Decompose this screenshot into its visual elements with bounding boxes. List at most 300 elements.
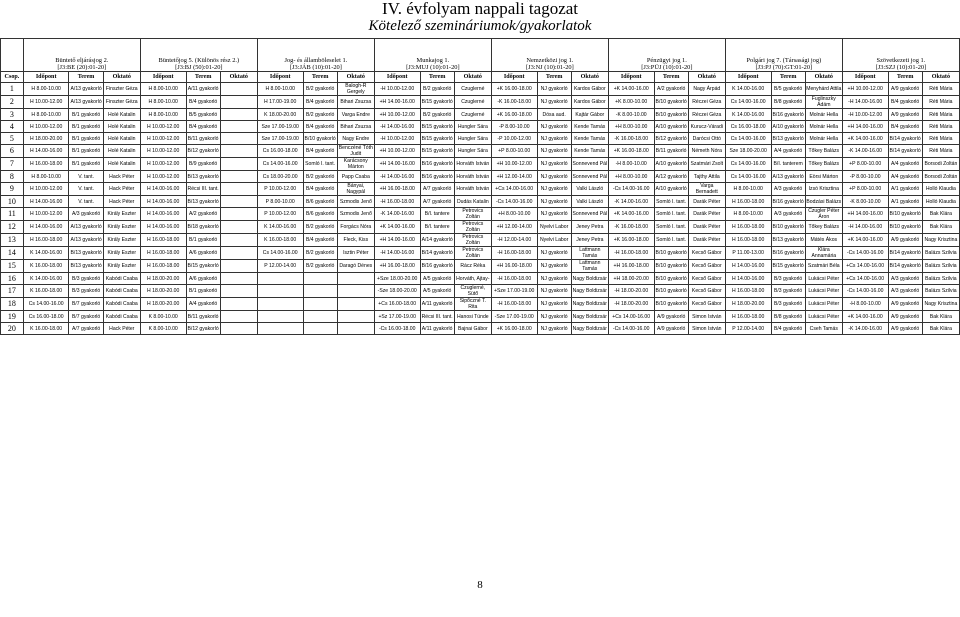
teacher-cell: Király Eszter — [103, 221, 140, 234]
schedule-body — [1, 83, 960, 335]
teacher-cell: Tőkey Balázs — [805, 221, 842, 234]
room-cell: B/10 gyakorló — [654, 285, 688, 298]
teacher-cell: Kecső Gábor — [688, 247, 725, 260]
time-cell: H 14.00-16.00 — [23, 196, 69, 208]
time-cell: H 14.00-16.00 — [23, 145, 69, 158]
room-cell: B/14 gyakorló — [888, 260, 922, 273]
time-cell: -K 16.00-18.00 — [608, 133, 654, 145]
time-cell: +H 8.00-10.00 — [491, 208, 537, 221]
time-cell: K 16.00-18.00 — [23, 260, 69, 273]
time-cell: -K 8.00-10.00 — [842, 196, 888, 208]
time-cell: -K 14.00-16.00 — [842, 323, 888, 335]
time-cell: +H 10.00-12.00 — [374, 145, 420, 158]
room-cell: B/16 gyakorló — [771, 109, 805, 121]
time-cell: +K 14.00-16.00 — [374, 221, 420, 234]
teacher-cell: Balázs Szilvia — [922, 260, 959, 273]
time-cell: +H 18.00-20.00 — [608, 273, 654, 285]
teacher-cell: Tajthy Attila — [688, 171, 725, 183]
room-cell: B/10 gyakorló — [654, 247, 688, 260]
room-cell: V. tant. — [69, 171, 103, 183]
room-cell: Somló I. tant. — [654, 221, 688, 234]
teacher-cell: Czuglerné — [454, 109, 491, 121]
teacher-cell: Nagy Endre — [337, 133, 374, 145]
time-cell: -H 16.00-18.00 — [491, 273, 537, 285]
time-cell: H 16.00-18.00 — [725, 285, 771, 298]
teacher-cell: Darák Péter — [688, 196, 725, 208]
time-cell: +H 10.00-12.00 — [842, 83, 888, 96]
room-cell: A/7 gyakorló — [420, 183, 454, 196]
teacher-cell — [220, 133, 257, 145]
room-cell: B/6 gyakorló — [303, 208, 337, 221]
teacher-cell: Király Eszter — [103, 260, 140, 273]
teacher-cell: Kende Tamás — [571, 133, 608, 145]
time-cell: K 16.00-18.00 — [257, 234, 303, 247]
column-header: Terem — [69, 72, 103, 83]
room-cell: B/1 gyakorló — [69, 145, 103, 158]
room-cell: A/6 gyakorló — [186, 247, 220, 260]
room-cell: Somló I. tant. — [654, 196, 688, 208]
room-cell: B/1 gyakorló — [69, 109, 103, 121]
room-cell: B/15 gyakorló — [186, 260, 220, 273]
teacher-cell: Cseh Tamás — [805, 323, 842, 335]
course-header — [140, 39, 257, 72]
time-cell: H 14.00-16.00 — [725, 273, 771, 285]
time-cell: H 10.00-12.00 — [140, 133, 186, 145]
teacher-cell: Hack Péter — [103, 323, 140, 335]
group-number: 10 — [1, 196, 24, 208]
time-cell: Cs 14.00-16.00 — [257, 158, 303, 171]
room-cell: A/11 gyakorló — [186, 83, 220, 96]
time-cell: +K 14.00-16.00 — [608, 83, 654, 96]
teacher-cell: Karácsony Márton — [337, 158, 374, 171]
room-cell: A/14 gyakorló — [420, 234, 454, 247]
teacher-cell: Király Eszter — [103, 247, 140, 260]
room-cell: Dósa aud. — [537, 109, 571, 121]
teacher-cell: Lukácsi Péter — [805, 298, 842, 311]
teacher-cell — [220, 96, 257, 109]
room-cell: A/9 gyakorló — [888, 109, 922, 121]
teacher-cell: Molnár Hella — [805, 109, 842, 121]
room-cell — [303, 285, 337, 298]
teacher-cell: Nagy Boldizsár — [571, 298, 608, 311]
column-header: Oktató — [805, 72, 842, 83]
time-cell: Cs 16.00-18.00 — [257, 145, 303, 158]
column-header: Terem — [420, 72, 454, 83]
room-cell: A/9 gyakorló — [888, 323, 922, 335]
room-cell: NJ gyakorló — [537, 208, 571, 221]
time-cell: -Cs 16.00-18.00 — [374, 323, 420, 335]
time-cell: -H 14.00-16.00 — [842, 96, 888, 109]
teacher-cell — [337, 311, 374, 323]
teacher-cell: Kecső Gábor — [688, 298, 725, 311]
teacher-cell — [337, 298, 374, 311]
time-cell — [257, 285, 303, 298]
teacher-cell: Hanosi Tünde — [454, 311, 491, 323]
time-cell: Cs 16.00-18.00 — [23, 311, 69, 323]
teacher-cell: Hack Péter — [103, 183, 140, 196]
teacher-cell: Réti Mária — [922, 109, 959, 121]
teacher-cell: Bak Klára — [922, 221, 959, 234]
time-cell: +K 14.00-16.00 — [842, 133, 888, 145]
room-cell: A/1 gyakorló — [888, 196, 922, 208]
room-cell: B/2 gyakorló — [303, 221, 337, 234]
room-cell: A/9 gyakorló — [654, 311, 688, 323]
time-cell: +P 8.00-10.00 — [491, 145, 537, 158]
time-cell: +Cs 16.00-18.00 — [374, 298, 420, 311]
room-cell: B/16 gyakorló — [420, 260, 454, 273]
room-cell: B/10 gyakorló — [888, 208, 922, 221]
time-cell: H 16.00-18.00 — [725, 234, 771, 247]
group-number: 12 — [1, 221, 24, 234]
column-header: Időpont — [842, 72, 888, 83]
room-cell: B/8 gyakorló — [771, 311, 805, 323]
teacher-cell: Balázs Szilvia — [922, 285, 959, 298]
teacher-cell — [220, 273, 257, 285]
time-cell: H 8.00-10.00 — [23, 171, 69, 183]
teacher-cell: Sonnevend Pál — [571, 208, 608, 221]
time-cell — [257, 273, 303, 285]
time-cell: +Cs 14.00-16.00 — [491, 183, 537, 196]
teacher-cell — [220, 196, 257, 208]
teacher-cell — [220, 285, 257, 298]
teacher-cell: Darák Péter — [688, 208, 725, 221]
group-header: Csop. — [1, 72, 24, 83]
group-number: 1 — [1, 83, 24, 96]
column-header: Oktató — [922, 72, 959, 83]
room-cell: Nyelvi Labor — [537, 234, 571, 247]
time-cell: +H 14.00-16.00 — [374, 96, 420, 109]
time-cell: +H 10.00-12.00 — [374, 109, 420, 121]
room-cell: NJ gyakorló — [537, 298, 571, 311]
time-cell: -Cs 14.00-16.00 — [842, 285, 888, 298]
time-cell: P 10.00-12.00 — [257, 183, 303, 196]
room-cell: B/13 gyakorló — [771, 234, 805, 247]
course-name: Pénzügyi jog 1. — [646, 57, 687, 64]
room-cell: B/11 gyakorló — [186, 133, 220, 145]
teacher-cell — [220, 234, 257, 247]
room-cell — [303, 298, 337, 311]
time-cell: H 8.00-10.00 — [725, 183, 771, 196]
room-cell: B/13 gyakorló — [186, 171, 220, 183]
teacher-cell: Bajnai Gábor — [454, 323, 491, 335]
room-cell: B/4 gyakorló — [186, 121, 220, 133]
course-code: [J3:BE (20):01-20] — [57, 64, 107, 71]
time-cell: +P 8.00-10.00 — [842, 183, 888, 196]
teacher-cell: Sonnevend Pál — [571, 171, 608, 183]
schedule-table — [0, 38, 960, 335]
time-cell: H 16.00-18.00 — [725, 196, 771, 208]
teacher-cell: Jeney Petra — [571, 234, 608, 247]
time-cell: H 18.00-20.00 — [140, 298, 186, 311]
time-cell: K 8.00-10.00 — [140, 323, 186, 335]
time-cell: H 10.00-12.00 — [140, 171, 186, 183]
room-cell: A/13 gyakorló — [69, 234, 103, 247]
group-number: 7 — [1, 158, 24, 171]
room-cell: A/10 gyakorló — [654, 121, 688, 133]
time-cell: +H 10.00-12.00 — [491, 158, 537, 171]
room-cell: B/14 gyakorló — [888, 133, 922, 145]
time-cell: +K 16.00-18.00 — [608, 145, 654, 158]
time-cell: +Cs 14.00-16.00 — [608, 311, 654, 323]
teacher-cell: Lukácsi Péter — [805, 273, 842, 285]
teacher-cell: Fuglinszky Ádám — [805, 96, 842, 109]
room-cell: NJ gyakorló — [537, 121, 571, 133]
teacher-cell: Lattmann Tamás — [571, 260, 608, 273]
time-cell: -K 14.00-16.00 — [374, 208, 420, 221]
page-number: 8 — [477, 579, 483, 591]
group-number: 17 — [1, 285, 24, 298]
teacher-cell: Petrovics Zoltán — [454, 234, 491, 247]
column-header: Terem — [537, 72, 571, 83]
room-cell: V. tant. — [69, 183, 103, 196]
room-cell: B/15 gyakorló — [771, 260, 805, 273]
time-cell: P 12.00-14.00 — [725, 323, 771, 335]
teacher-cell: Darák Péter — [688, 234, 725, 247]
teacher-cell: Holé Katalin — [103, 121, 140, 133]
teacher-cell: Mátés Ákos — [805, 234, 842, 247]
teacher-cell: Kabódi Csaba — [103, 273, 140, 285]
room-cell: A/5 gyakorló — [420, 285, 454, 298]
column-header: Terem — [888, 72, 922, 83]
room-cell: B/15 gyakorló — [420, 121, 454, 133]
teacher-cell: Holló Klaudia — [922, 196, 959, 208]
group-number: 16 — [1, 273, 24, 285]
room-cell: Somló I. tant. — [654, 208, 688, 221]
course-name: Büntető eljárásjog 2. — [55, 57, 109, 64]
room-cell: B/I. tantere — [420, 208, 454, 221]
time-cell: H 10.00-12.00 — [23, 183, 69, 196]
time-cell: H 18.00-20.00 — [140, 285, 186, 298]
teacher-cell: Czugler Péter Áron — [805, 208, 842, 221]
time-cell: -Cs 14.00-16.00 — [608, 183, 654, 196]
teacher-cell: Izsó Krisztina — [805, 183, 842, 196]
time-cell: -P 10.00-12.00 — [491, 133, 537, 145]
room-cell: B/10 gyakorló — [654, 260, 688, 273]
room-cell: B/13 gyakorló — [186, 196, 220, 208]
teacher-cell: Kabódi Csaba — [103, 298, 140, 311]
teacher-cell: Kecső Gábor — [688, 273, 725, 285]
teacher-cell: Kecső Gábor — [688, 285, 725, 298]
room-cell: B/18 gyakorló — [186, 221, 220, 234]
teacher-cell: Kardos Gábor — [571, 83, 608, 96]
room-cell: NJ gyakorló — [537, 183, 571, 196]
room-cell: A/7 gyakorló — [420, 196, 454, 208]
time-cell: H 14.00-16.00 — [140, 208, 186, 221]
time-cell — [257, 323, 303, 335]
time-cell: H 18.00-20.00 — [725, 298, 771, 311]
teacher-cell — [220, 311, 257, 323]
room-cell: B/15 gyakorló — [420, 145, 454, 158]
teacher-cell: Czuglerné — [454, 96, 491, 109]
room-cell: Récsi III. tant. — [420, 311, 454, 323]
teacher-cell: Eörsi Márton — [805, 171, 842, 183]
teacher-cell: Szmodis Jenő — [337, 208, 374, 221]
time-cell: -H 8.00-10.00 — [608, 158, 654, 171]
teacher-cell: Nagy Boldizsár — [571, 285, 608, 298]
teacher-cell: Finszter Géza — [103, 83, 140, 96]
teacher-cell: Réczei Géza — [688, 96, 725, 109]
course-header — [257, 39, 374, 72]
time-cell: H 14.00-16.00 — [140, 221, 186, 234]
room-cell: B/5 gyakorló — [186, 109, 220, 121]
room-cell — [303, 311, 337, 323]
room-cell: B/3 gyakorló — [771, 298, 805, 311]
teacher-cell: Dudás Katalin — [454, 196, 491, 208]
teacher-cell — [337, 285, 374, 298]
time-cell: H 10.00-12.00 — [23, 208, 69, 221]
time-cell: H 8.00-10.00 — [23, 109, 69, 121]
time-cell: -H 14.00-16.00 — [374, 171, 420, 183]
time-cell: -H 10.00-12.00 — [374, 133, 420, 145]
time-cell: +K 14.00-16.00 — [608, 208, 654, 221]
teacher-cell: Papp Csaba — [337, 171, 374, 183]
time-cell: -H 18.00-20.00 — [608, 298, 654, 311]
time-cell: +H 8.00-10.00 — [608, 171, 654, 183]
room-cell: NJ gyakorló — [537, 285, 571, 298]
time-cell: +H 14.00-16.00 — [842, 121, 888, 133]
room-cell: B/10 gyakorló — [888, 221, 922, 234]
time-cell: -H 16.00-18.00 — [491, 247, 537, 260]
time-cell: Cs 14.00-16.00 — [23, 298, 69, 311]
course-name: Jog- és államböleselet 1. — [284, 57, 348, 64]
column-header: Terem — [303, 72, 337, 83]
room-cell: B/12 gyakorló — [186, 145, 220, 158]
room-cell: B/I. tantere — [420, 221, 454, 234]
time-cell: -H 14.00-16.00 — [842, 221, 888, 234]
time-cell: -K 16.00-18.00 — [608, 221, 654, 234]
teacher-cell — [220, 158, 257, 171]
column-header: Időpont — [23, 72, 69, 83]
column-header: Terem — [771, 72, 805, 83]
room-cell: B/1 gyakorló — [69, 133, 103, 145]
teacher-cell: Bak Klára — [922, 208, 959, 221]
time-cell: H 14.00-16.00 — [725, 260, 771, 273]
time-cell: -Cs 14.00-16.00 — [842, 247, 888, 260]
room-cell: A/13 gyakorló — [771, 171, 805, 183]
teacher-cell — [220, 121, 257, 133]
room-cell: B/4 gyakorló — [303, 96, 337, 109]
room-cell: B/10 gyakorló — [654, 273, 688, 285]
column-header: Terem — [654, 72, 688, 83]
room-cell: A/12 gyakorló — [654, 171, 688, 183]
column-header: Oktató — [688, 72, 725, 83]
teacher-cell — [220, 208, 257, 221]
room-cell: B/4 gyakorló — [303, 121, 337, 133]
room-cell: NJ gyakorló — [537, 247, 571, 260]
teacher-cell — [220, 183, 257, 196]
teacher-cell: Sonnevend Pál — [571, 158, 608, 171]
time-cell: +K 8.00-10.00 — [608, 96, 654, 109]
column-header: Oktató — [571, 72, 608, 83]
time-cell: +P 8.00-10.00 — [842, 158, 888, 171]
group-number: 5 — [1, 133, 24, 145]
time-cell: +Sze 17.00-19.00 — [491, 285, 537, 298]
time-cell: -H 14.00-16.00 — [374, 247, 420, 260]
time-cell: H 8.00-10.00 — [140, 83, 186, 96]
course-header — [842, 39, 959, 72]
teacher-cell: Nagy Boldizsár — [571, 311, 608, 323]
room-cell: A/7 gyakorló — [69, 323, 103, 335]
room-cell: B/6 gyakorló — [303, 196, 337, 208]
teacher-cell: Nagy Árpád — [688, 83, 725, 96]
time-cell: P 10.00-12.00 — [257, 208, 303, 221]
time-cell: +H 16.00-18.00 — [608, 260, 654, 273]
room-cell: B/3 gyakorló — [69, 285, 103, 298]
group-number: 18 — [1, 298, 24, 311]
room-cell: A/3 gyakorló — [771, 208, 805, 221]
time-cell: K 14.00-16.00 — [725, 109, 771, 121]
teacher-cell: Nagy Krisztina — [922, 298, 959, 311]
teacher-cell: Kende Tamás — [571, 121, 608, 133]
room-cell: NJ gyakorló — [537, 171, 571, 183]
room-cell — [303, 273, 337, 285]
time-cell: Cs 18.00-20.00 — [257, 171, 303, 183]
room-cell: A/9 gyakorló — [654, 323, 688, 335]
room-cell: B/16 gyakorló — [771, 196, 805, 208]
time-cell: -K 14.00-16.00 — [608, 196, 654, 208]
room-cell: B/12 gyakorló — [186, 323, 220, 335]
teacher-cell: Bak Klára — [922, 311, 959, 323]
group-number: 13 — [1, 234, 24, 247]
room-cell: NJ gyakorló — [537, 83, 571, 96]
teacher-cell: Klára Annamária — [805, 247, 842, 260]
room-cell: B/1 gyakorló — [69, 121, 103, 133]
teacher-cell: Valki László — [571, 183, 608, 196]
room-cell: B/4 gyakorló — [303, 145, 337, 158]
time-cell: -H 16.00-18.00 — [608, 247, 654, 260]
group-number: 3 — [1, 109, 24, 121]
group-number: 20 — [1, 323, 24, 335]
room-cell: B/15 gyakorló — [420, 133, 454, 145]
time-cell: +H 14.00-16.00 — [374, 234, 420, 247]
teacher-cell: Kajtár Gábor — [571, 109, 608, 121]
teacher-cell: Bányai, Nagypál — [337, 183, 374, 196]
teacher-cell: Balogh-R Gergely — [337, 83, 374, 96]
teacher-cell: Réti Mária — [922, 145, 959, 158]
time-cell: +K 16.00-18.00 — [491, 109, 537, 121]
time-cell: K 16.00-18.00 — [23, 285, 69, 298]
time-cell: K 18.00-20.00 — [257, 109, 303, 121]
time-cell: +K 14.00-16.00 — [842, 311, 888, 323]
room-cell: NJ gyakorló — [537, 260, 571, 273]
time-cell: Cs 14.00-16.00 — [725, 158, 771, 171]
teacher-cell: Molnár Hella — [805, 121, 842, 133]
group-number: 8 — [1, 171, 24, 183]
room-cell: A/10 gyakorló — [654, 158, 688, 171]
time-cell: -H 12.00-14.00 — [491, 234, 537, 247]
time-cell: +Sz 17.00-19.00 — [374, 311, 420, 323]
room-cell: Somló I. tant. — [654, 234, 688, 247]
time-cell: H 17.00-19.00 — [257, 96, 303, 109]
teacher-cell: Rácz Réka — [454, 260, 491, 273]
teacher-cell: Szatmári Béla — [805, 260, 842, 273]
room-cell: B/11 gyakorló — [186, 311, 220, 323]
room-cell: B/10 gyakorló — [654, 109, 688, 121]
room-cell: NJ gyakorló — [537, 133, 571, 145]
teacher-cell: Holé Katalin — [103, 158, 140, 171]
time-cell: H 8.00-10.00 — [140, 96, 186, 109]
time-cell: -H 8.00-10.00 — [842, 298, 888, 311]
room-cell: B/2 gyakorló — [420, 83, 454, 96]
room-cell: B/5 gyakorló — [771, 83, 805, 96]
time-cell: K 14.00-16.00 — [725, 83, 771, 96]
teacher-cell: Valki László — [571, 196, 608, 208]
room-cell: B/3 gyakorló — [69, 273, 103, 285]
teacher-cell: Petrovics Zoltán — [454, 247, 491, 260]
teacher-cell: Réczei Géza — [688, 109, 725, 121]
group-number: 19 — [1, 311, 24, 323]
time-cell: H 10.00-12.00 — [140, 121, 186, 133]
